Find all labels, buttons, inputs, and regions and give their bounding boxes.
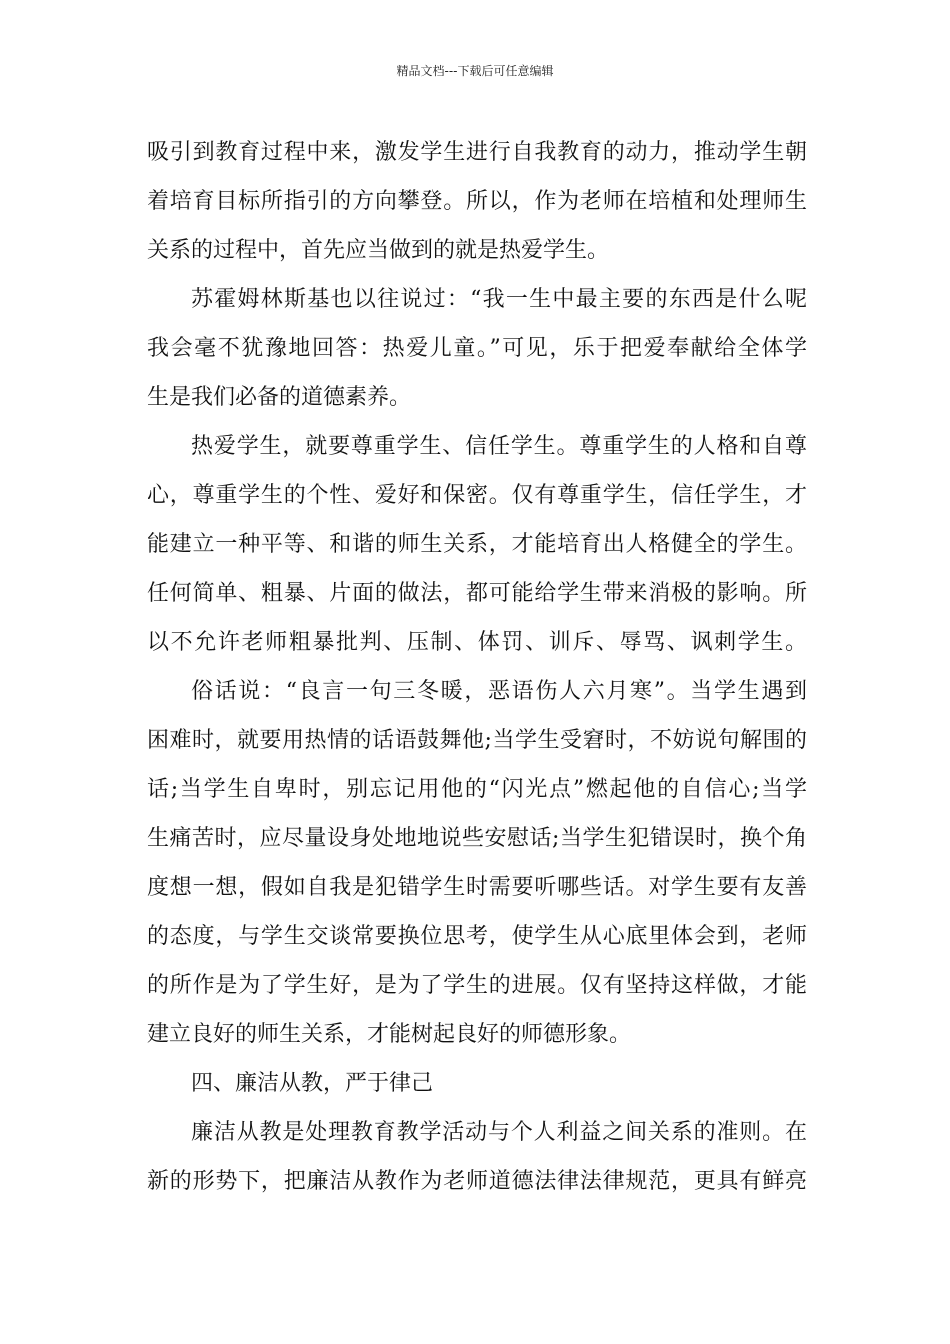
text-line: 关系的过程中，首先应当做到的就是热爱学生。: [147, 238, 610, 263]
text-line: 心，尊重学生的个性、爱好和保密。仅有尊重学生，信任学生，才: [147, 483, 808, 508]
text-line: 生是我们必备的道德素养。: [147, 385, 412, 410]
text-line: 话;当学生自卑时，别忘记用他的“闪光点”燃起他的自信心;当学: [147, 777, 809, 802]
text-line: 热爱学生，就要尊重学生、信任学生。尊重学生的人格和自尊: [191, 434, 808, 459]
text-line: 能建立一种平等、和谐的师生关系，才能培育出人格健全的学生。: [147, 532, 808, 557]
text-line: 廉洁从教是处理教育教学活动与个人利益之间关系的准则。在: [191, 1120, 808, 1145]
text-line: 生痛苦时，应尽量设身处地地说些安慰话;当学生犯错误时，换个角: [147, 826, 808, 851]
text-line: 度想一想，假如自我是犯错学生时需要听哪些话。对学生要有友善: [147, 875, 808, 900]
text-line: 苏霍姆林斯基也以往说过：“我一生中最主要的东西是什么呢: [191, 287, 809, 312]
text-line: 吸引到教育过程中来，激发学生进行自我教育的动力，推动学生朝: [147, 140, 808, 165]
text-line: 着培育目标所指引的方向攀登。所以，作为老师在培植和处理师生: [147, 189, 808, 214]
text-line: 困难时，就要用热情的话语鼓舞他;当学生受窘时，不妨说句解围的: [147, 728, 808, 753]
text-line: 我会毫不犹豫地回答：热爱儿童。”可见，乐于把爱奉献给全体学: [147, 336, 809, 361]
text-line: 的所作是为了学生好，是为了学生的进展。仅有坚持这样做，才能: [147, 973, 808, 998]
text-line: 新的形势下，把廉洁从教作为老师道德法律法律规范，更具有鲜亮: [147, 1169, 808, 1194]
text-line: 建立良好的师生关系，才能树起良好的师德形象。: [147, 1022, 632, 1047]
text-line: 任何简单、粗暴、片面的做法，都可能给学生带来消极的影响。所: [147, 581, 808, 606]
document-body: [147, 128, 807, 1206]
page-header: 精品文档---下载后可任意编辑: [396, 64, 554, 78]
text-line: 的态度，与学生交谈常要换位思考，使学生从心底里体会到，老师: [147, 924, 808, 949]
text-line: 俗话说：“良言一句三冬暖，恶语伤人六月寒”。当学生遇到: [191, 679, 809, 704]
text-line: 以不允许老师粗暴批判、压制、体罚、训斥、辱骂、讽刺学生。: [147, 630, 809, 655]
text-line: 四、廉洁从教，严于律己: [191, 1071, 434, 1096]
